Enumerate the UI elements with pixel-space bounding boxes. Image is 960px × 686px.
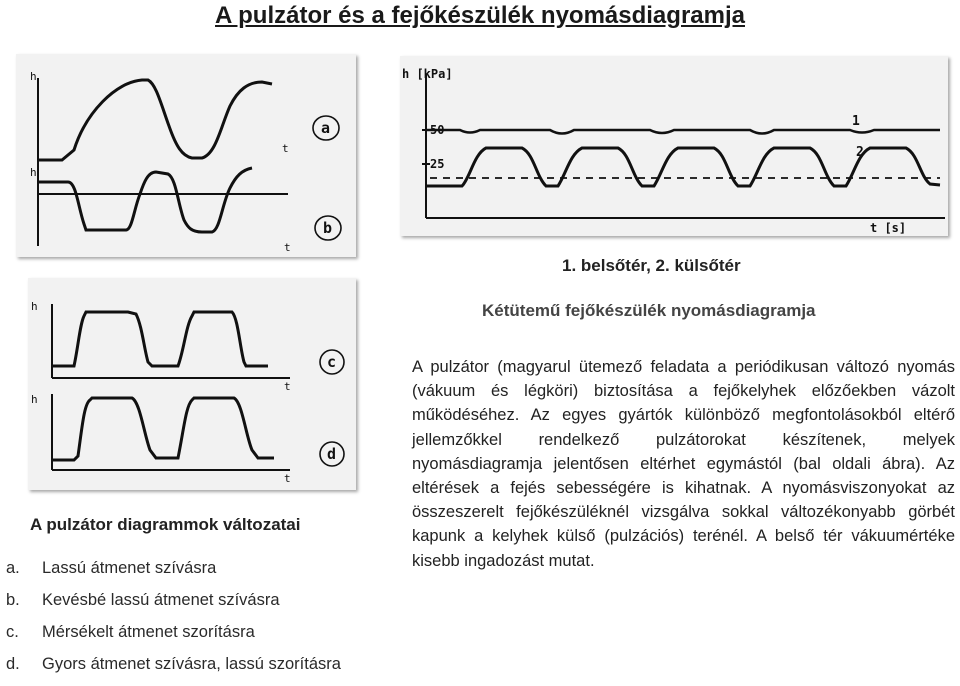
axis-label-t-d: t <box>284 472 291 485</box>
description-paragraph: A pulzátor (magyarul ütemező feladata a periódikusan változó nyomás (vákuum és légköri) biztosítása a fejőkelyhek előzőekben vázolt működéséhez. Az egyes gyártók különböző megfontolásokból eltérő jellemzőkkel rendelkező pulzátorokat készítenek, melyek nyomásdiagramja jelentősen eltérhet egymástól (bal oldali ábra). Az eltérések a fejés sebességére is kihatnak. A nyomásviszonyokat az összeszerelt fejőkészüléknél vizsgálva sokkal változékonyabb görbét kapunk a kelyhek külső (pulzációs) terénél. A belső tér vákuumértéke kisebb ingadozást mutat. <box>412 358 955 570</box>
pressure-x-axis-label: t [s] <box>870 221 907 235</box>
curve-a <box>38 80 272 160</box>
curve-c <box>52 312 268 366</box>
figure-subtitle: Kétütemű fejőkészülék nyomásdiagramja <box>482 301 816 320</box>
curve-1-inner <box>426 130 940 134</box>
pulsator-curves-cd <box>28 278 356 490</box>
milking-pressure-figure <box>400 56 948 236</box>
badge-d: d <box>327 445 337 463</box>
list-item-key: d. <box>6 655 20 673</box>
curve-d <box>52 398 274 460</box>
badge-c: c <box>327 353 337 371</box>
badge-a: a <box>321 119 331 137</box>
axis-label-t-a: t <box>282 142 289 155</box>
badge-b: b <box>323 219 333 237</box>
list-item-key: a. <box>6 559 20 577</box>
curve-label-2: 2 <box>856 145 864 160</box>
axis-label-h-d: h <box>31 393 38 406</box>
pulsator-figure-cd <box>28 278 356 490</box>
list-item-text: Gyors átmenet szívásra, lassú szorításra <box>42 655 341 673</box>
pulsator-curves-ab <box>16 54 356 257</box>
axis-label-t-c: t <box>284 380 291 393</box>
variants-heading: A pulzátor diagrammok változatai <box>30 515 301 534</box>
list-item-key: b. <box>6 591 20 609</box>
tick-label-25: 25 <box>430 157 445 171</box>
list-item-text: Lassú átmenet szívásra <box>42 559 217 577</box>
list-item-text: Mérsékelt átmenet szorításra <box>42 623 255 641</box>
list-item-key: c. <box>6 623 19 641</box>
figure-caption: 1. belsőtér, 2. külsőtér <box>562 256 741 275</box>
axis-label-h-a: h <box>30 70 37 83</box>
milking-pressure-curves <box>400 56 948 236</box>
tick-label-50: 50 <box>430 123 445 137</box>
curve-label-1: 1 <box>852 114 860 129</box>
pressure-y-axis-label: h [kPa] <box>402 67 453 81</box>
list-item-text: Kevésbé lassú átmenet szívásra <box>42 591 280 609</box>
axis-label-h-c: h <box>31 300 38 313</box>
curve-b <box>38 168 252 232</box>
pulsator-figure-ab <box>16 54 356 257</box>
axis-label-t-b: t <box>284 241 291 254</box>
axis-label-h-b: h <box>30 166 37 179</box>
page-title: A pulzátor és a fejőkészülék nyomásdiagramja <box>215 2 745 29</box>
